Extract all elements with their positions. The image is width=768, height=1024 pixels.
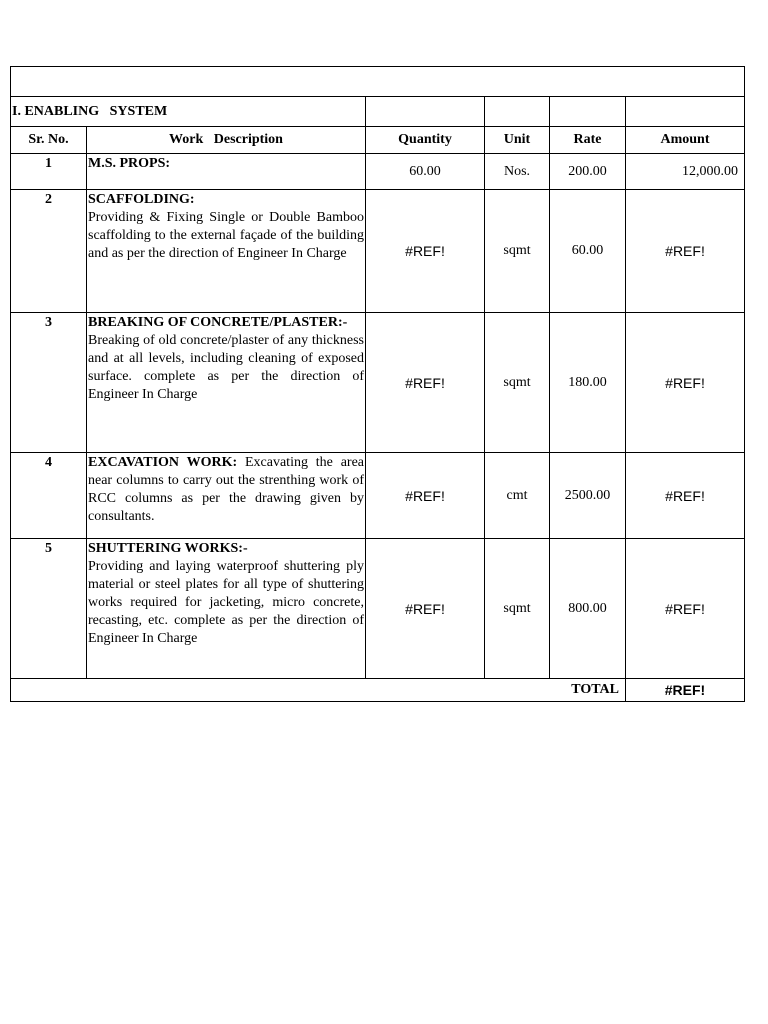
header-rate: Rate bbox=[550, 127, 626, 154]
row-amount: #REF! bbox=[626, 539, 745, 679]
section-empty-cell bbox=[626, 97, 745, 127]
row-quantity: #REF! bbox=[366, 190, 485, 313]
boq-table bbox=[10, 66, 745, 702]
header-work-description: Work Description bbox=[87, 127, 366, 154]
row-work-description bbox=[87, 539, 366, 679]
blank-header-row bbox=[11, 67, 745, 97]
table-row bbox=[11, 453, 745, 539]
row-unit: sqmt bbox=[485, 190, 550, 313]
row-amount: #REF! bbox=[626, 453, 745, 539]
header-unit: Unit bbox=[485, 127, 550, 154]
row-quantity: 60.00 bbox=[366, 154, 485, 190]
row-item-description: Providing & Fixing Single or Double Bamboo scaffolding to the external façade of the building and as per the direction of Engineer In Charge bbox=[88, 210, 364, 261]
row-item-description: Breaking of old concrete/plaster of any thickness and at all levels, including cleaning of exposed surface. complete as per the direction of Engineer In Charge bbox=[88, 333, 364, 402]
row-quantity: #REF! bbox=[366, 453, 485, 539]
row-rate: 2500.00 bbox=[550, 453, 626, 539]
total-label: TOTAL bbox=[11, 679, 626, 702]
section-empty-cell bbox=[550, 97, 626, 127]
table-row bbox=[11, 313, 745, 453]
row-work-description bbox=[87, 154, 366, 190]
row-amount: #REF! bbox=[626, 313, 745, 453]
total-amount: #REF! bbox=[626, 679, 745, 702]
row-item-title: M.S. PROPS: bbox=[88, 156, 171, 171]
row-sr-no: 3 bbox=[11, 313, 87, 453]
row-item-title: SCAFFOLDING: bbox=[88, 192, 195, 207]
row-work-description bbox=[87, 313, 366, 453]
row-amount: 12,000.00 bbox=[626, 154, 745, 190]
table-row bbox=[11, 539, 745, 679]
total-row bbox=[11, 679, 745, 702]
row-work-description bbox=[87, 190, 366, 313]
row-unit: Nos. bbox=[485, 154, 550, 190]
row-rate: 200.00 bbox=[550, 154, 626, 190]
table-row bbox=[11, 154, 745, 190]
row-item-title: EXCAVATION WORK: bbox=[88, 455, 238, 470]
column-header-row bbox=[11, 127, 745, 154]
header-quantity: Quantity bbox=[366, 127, 485, 154]
section-empty-cell bbox=[366, 97, 485, 127]
table-row bbox=[11, 190, 745, 313]
row-rate: 180.00 bbox=[550, 313, 626, 453]
row-quantity: #REF! bbox=[366, 313, 485, 453]
row-sr-no: 1 bbox=[11, 154, 87, 190]
row-item-description: Excavating the area near columns to carry out the strenthing work of RCC columns as per the drawing given by consultants. bbox=[88, 455, 365, 524]
row-sr-no: 2 bbox=[11, 190, 87, 313]
row-work-description bbox=[87, 453, 366, 539]
section-row bbox=[11, 97, 745, 127]
row-sr-no: 4 bbox=[11, 453, 87, 539]
row-amount: #REF! bbox=[626, 190, 745, 313]
header-sr-no: Sr. No. bbox=[11, 127, 87, 154]
row-unit: sqmt bbox=[485, 313, 550, 453]
section-title: I. ENABLING SYSTEM bbox=[11, 97, 366, 127]
blank-header-cell bbox=[11, 67, 745, 97]
row-item-title: SHUTTERING WORKS:- bbox=[88, 541, 248, 556]
row-rate: 60.00 bbox=[550, 190, 626, 313]
row-item-description: Providing and laying waterproof shuttering ply material or steel plates for all type of shuttering works required for jacketing, micro concrete, recasting, etc. complete as per the direction of Engineer In Charge bbox=[88, 559, 364, 646]
row-unit: cmt bbox=[485, 453, 550, 539]
row-quantity: #REF! bbox=[366, 539, 485, 679]
row-sr-no: 5 bbox=[11, 539, 87, 679]
header-amount: Amount bbox=[626, 127, 745, 154]
row-rate: 800.00 bbox=[550, 539, 626, 679]
section-empty-cell bbox=[485, 97, 550, 127]
row-item-title: BREAKING OF CONCRETE/PLASTER:- bbox=[88, 315, 348, 330]
row-unit: sqmt bbox=[485, 539, 550, 679]
